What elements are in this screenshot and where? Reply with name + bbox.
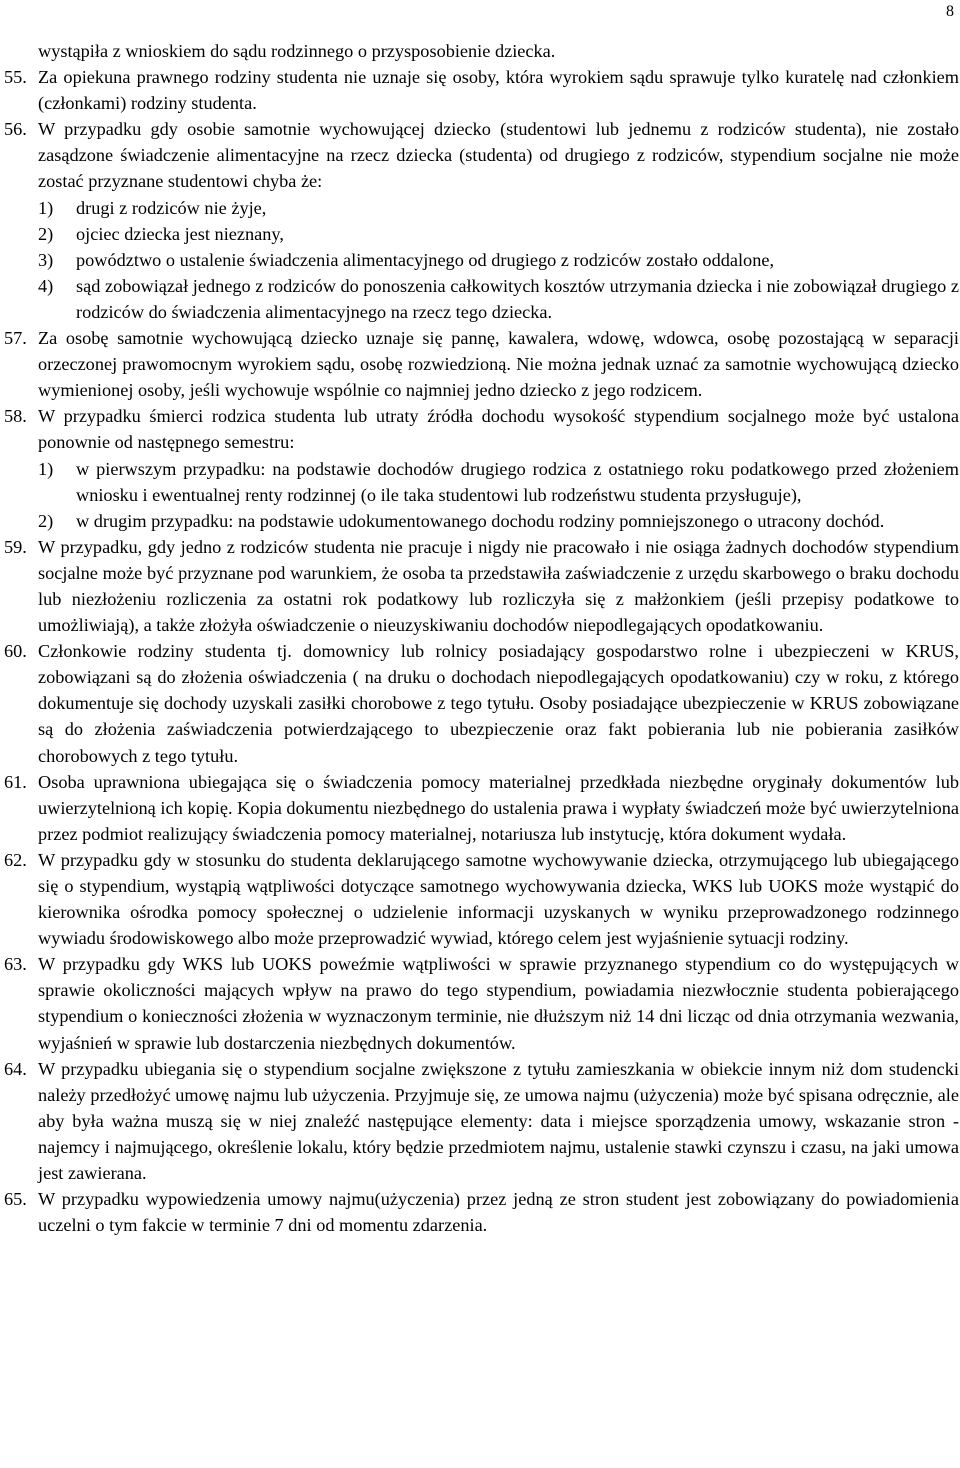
sub-item-number: 1) bbox=[38, 458, 54, 479]
sub-item bbox=[38, 195, 959, 221]
document-body bbox=[4, 38, 959, 1238]
paragraph-body bbox=[38, 403, 959, 533]
paragraph-number: 55. bbox=[4, 67, 27, 88]
paragraph-text: W przypadku gdy WKS lub UOKS poweźmie wątpliwości w sprawie przyznanego stypendium co do występujących w sprawie okoliczności mających wpływ na prawo do tego stypendium, powiadamia niezwłocznie studenta pobierającego stypendium o konieczności złożenia w wyznaczonym terminie, nie dłuższym niż 14 dni licząc od dnia otrzymania wezwania, wyjaśnień w sprawie lub dostarczenia niezbędnych dokumentów. bbox=[38, 954, 959, 1053]
paragraph-number: 62. bbox=[4, 849, 27, 870]
paragraph-text: W przypadku, gdy jedno z rodziców studenta nie pracuje i nigdy nie pracowało i nie osiąga żadnych dochodów stypendium socjalne może być przyznane pod warunkiem, że osoba ta przedstawiła zaświadczenie z urzędu skarbowego o braku dochodu lub niezłożeniu rozliczenia za ostatni rok podatkowy lub rozliczyła się z małżonkiem (jeśli przepisy podatkowe to umożliwiają), a także złożyła oświadczenie o nieuzyskiwaniu dochodów niepodlegających opodatkowaniu. bbox=[38, 536, 959, 636]
sub-item-text: w drugim przypadku: na podstawie udokumentowanego dochodu rodziny pomniejszonego o utracony dochód. bbox=[76, 510, 885, 531]
sub-item-text: drugi z rodziców nie żyje, bbox=[76, 197, 267, 218]
paragraph-56 bbox=[4, 116, 959, 325]
paragraph-text: Osoba uprawniona ubiegająca się o świadczenia pomocy materialnej przedkłada niezbędne oryginały dokumentów lub uwierzytelnioną ich kopię. Kopia dokumentu niezbędnego do ustalenia prawa i wypłaty świadczeń może być uwierzytelniona przez podmiot realizujący świadczenia pomocy materialnej, notariusza lub instytucję, która dokument wydała. bbox=[38, 771, 959, 844]
paragraph-61 bbox=[4, 769, 959, 847]
sub-item-number: 2) bbox=[38, 510, 54, 531]
paragraph-body bbox=[38, 116, 959, 325]
paragraph-57 bbox=[4, 325, 959, 403]
continuation-text: wystąpiła z wnioskiem do sądu rodzinnego o przysposobienie dziecka. bbox=[38, 41, 556, 61]
paragraph-64 bbox=[4, 1056, 959, 1186]
paragraph-number: 60. bbox=[4, 641, 27, 662]
paragraph-text: Za opiekuna prawnego rodziny studenta nie uznaje się osoby, która wyrokiem sądu sprawuje tylko kuratelę nad członkiem (członkami) rodziny studenta. bbox=[38, 67, 959, 114]
paragraph-65 bbox=[4, 1186, 959, 1238]
paragraph-body bbox=[38, 534, 959, 638]
paragraph-body bbox=[38, 769, 959, 847]
paragraph-text: Członkowie rodziny studenta tj. domownicy lub rolnicy posiadający gospodarstwo rolne i ubezpieczeni w KRUS, zobowiązani są do złożenia oświadczenia ( na druku o dochodach niepodlegających opodatkowaniu) czy w roku, z którego dokumentuje się dochody uzyskali zasiłki chorobowe z tego tytułu. Osoby posiadające ubezpieczenie w KRUS zobowiązane są do złożenia zaświadczenia potwierdzającego to ubezpieczenie oraz fakt pobierania lub nie pobierania zasiłków chorobowych z tego tytułu. bbox=[38, 641, 959, 766]
paragraph-62 bbox=[4, 847, 959, 951]
paragraph-body bbox=[38, 1186, 959, 1238]
sub-item-number: 1) bbox=[38, 197, 54, 218]
sub-item-number: 2) bbox=[38, 223, 54, 244]
page-number: 8 bbox=[946, 3, 954, 20]
paragraph-text: W przypadku śmierci rodzica studenta lub utraty źródła dochodu wysokość stypendium socjalnego może być ustalona ponownie od następnego semestru: bbox=[38, 406, 959, 453]
paragraph-text: W przypadku gdy w stosunku do studenta deklarującego samotne wychowywanie dziecka, otrzymującego lub ubiegającego się o stypendium, wystąpią wątpliwości dotyczące samotnego wychowywania dziecka, WKS lub UOKS może wystąpić do kierownika ośrodka pomocy społecznej o udzielenie informacji uzyskanych w wyniku przeprowadzonego rodzinnego wywiadu środowiskowego albo może przeprowadzić wywiad, którego celem jest wyjaśnienie sytuacji rodziny. bbox=[38, 849, 959, 949]
paragraph-58 bbox=[4, 403, 959, 533]
paragraph-body bbox=[38, 951, 959, 1055]
sub-item-number: 3) bbox=[38, 249, 54, 270]
sub-item-text: powództwo o ustalenie świadczenia alimentacyjnego od drugiego z rodziców zostało oddalone, bbox=[76, 249, 775, 270]
paragraph-body bbox=[38, 325, 959, 403]
sub-item bbox=[38, 508, 959, 534]
paragraph-body bbox=[38, 638, 959, 768]
paragraph-59 bbox=[4, 534, 959, 638]
paragraph-body bbox=[38, 64, 959, 116]
sub-item-text: ojciec dziecka jest nieznany, bbox=[76, 223, 284, 244]
paragraph-body bbox=[38, 1056, 959, 1186]
paragraph-text: Za osobę samotnie wychowującą dziecko uznaje się pannę, kawalera, wdowę, wdowca, osobę pozostającą w separacji orzeczonej prawomocnym wyrokiem sądu, osobę rozwiedzioną. Nie można jednak uznać za samotnie wychowującą dziecko wymienionej osoby, jeśli wychowuje wspólnie co najmniej jedno dziecko z jego rodzicem. bbox=[38, 328, 959, 401]
sub-item bbox=[38, 273, 959, 325]
paragraph-60 bbox=[4, 638, 959, 768]
paragraph-text: W przypadku ubiegania się o stypendium socjalne zwiększone z tytułu zamieszkania w obiekcie innym niż dom studencki należy przedłożyć umowę najmu lub użyczenia. Przyjmuje się, ze umowa najmu (użyczenia) może być spisana odręcznie, ale aby była ważna muszą się w niej znaleźć następujące elementy: data i miejsce sporządzenia umowy, wskazanie stron - najemcy i najmującego, określenie lokalu, który będzie przedmiotem najmu, ustalenie stawki czynszu i czasu, na jaki umowa jest zawierana. bbox=[38, 1058, 959, 1184]
paragraph-body bbox=[38, 847, 959, 951]
paragraph-number: 58. bbox=[4, 406, 27, 427]
paragraph-text: W przypadku gdy osobie samotnie wychowującej dziecko (studentowi lub jednemu z rodziców studenta), nie zostało zasądzone świadczenie alimentacyjne na rzecz dziecka (studenta) od drugiego z rodziców, stypendium socjalne nie może zostać przyznane studentowi chyba że: bbox=[38, 119, 959, 192]
paragraph-number: 65. bbox=[4, 1189, 27, 1210]
paragraph-number: 57. bbox=[4, 328, 27, 349]
numbered-items bbox=[4, 64, 959, 1238]
paragraph-number: 63. bbox=[4, 954, 27, 975]
sub-item bbox=[38, 456, 959, 508]
paragraph-text: W przypadku wypowiedzenia umowy najmu(użyczenia) przez jedną ze stron student jest zobowiązany do powiadomienia uczelni o tym fakcie w terminie 7 dni od momentu zdarzenia. bbox=[38, 1189, 959, 1236]
paragraph-63 bbox=[4, 951, 959, 1055]
paragraph-55 bbox=[4, 64, 959, 116]
sub-item bbox=[38, 247, 959, 273]
paragraph-number: 59. bbox=[4, 536, 27, 557]
paragraph-number: 64. bbox=[4, 1058, 27, 1079]
sub-item-text: w pierwszym przypadku: na podstawie dochodów drugiego rodzica z ostatniego roku podatkowego przed złożeniem wniosku i ewentualnej renty rodzinnej (o ile taka studentowi lub rodzeństwu studenta przysługuje), bbox=[76, 458, 959, 505]
sub-item-number: 4) bbox=[38, 275, 54, 296]
paragraph-number: 61. bbox=[4, 771, 27, 792]
sub-item-text: sąd zobowiązał jednego z rodziców do ponoszenia całkowitych kosztów utrzymania dziecka i nie zobowiązał drugiego z rodziców do świadczenia alimentacyjnego na rzecz tego dziecka. bbox=[76, 275, 959, 322]
paragraph-number: 56. bbox=[4, 119, 27, 140]
sub-item bbox=[38, 221, 959, 247]
